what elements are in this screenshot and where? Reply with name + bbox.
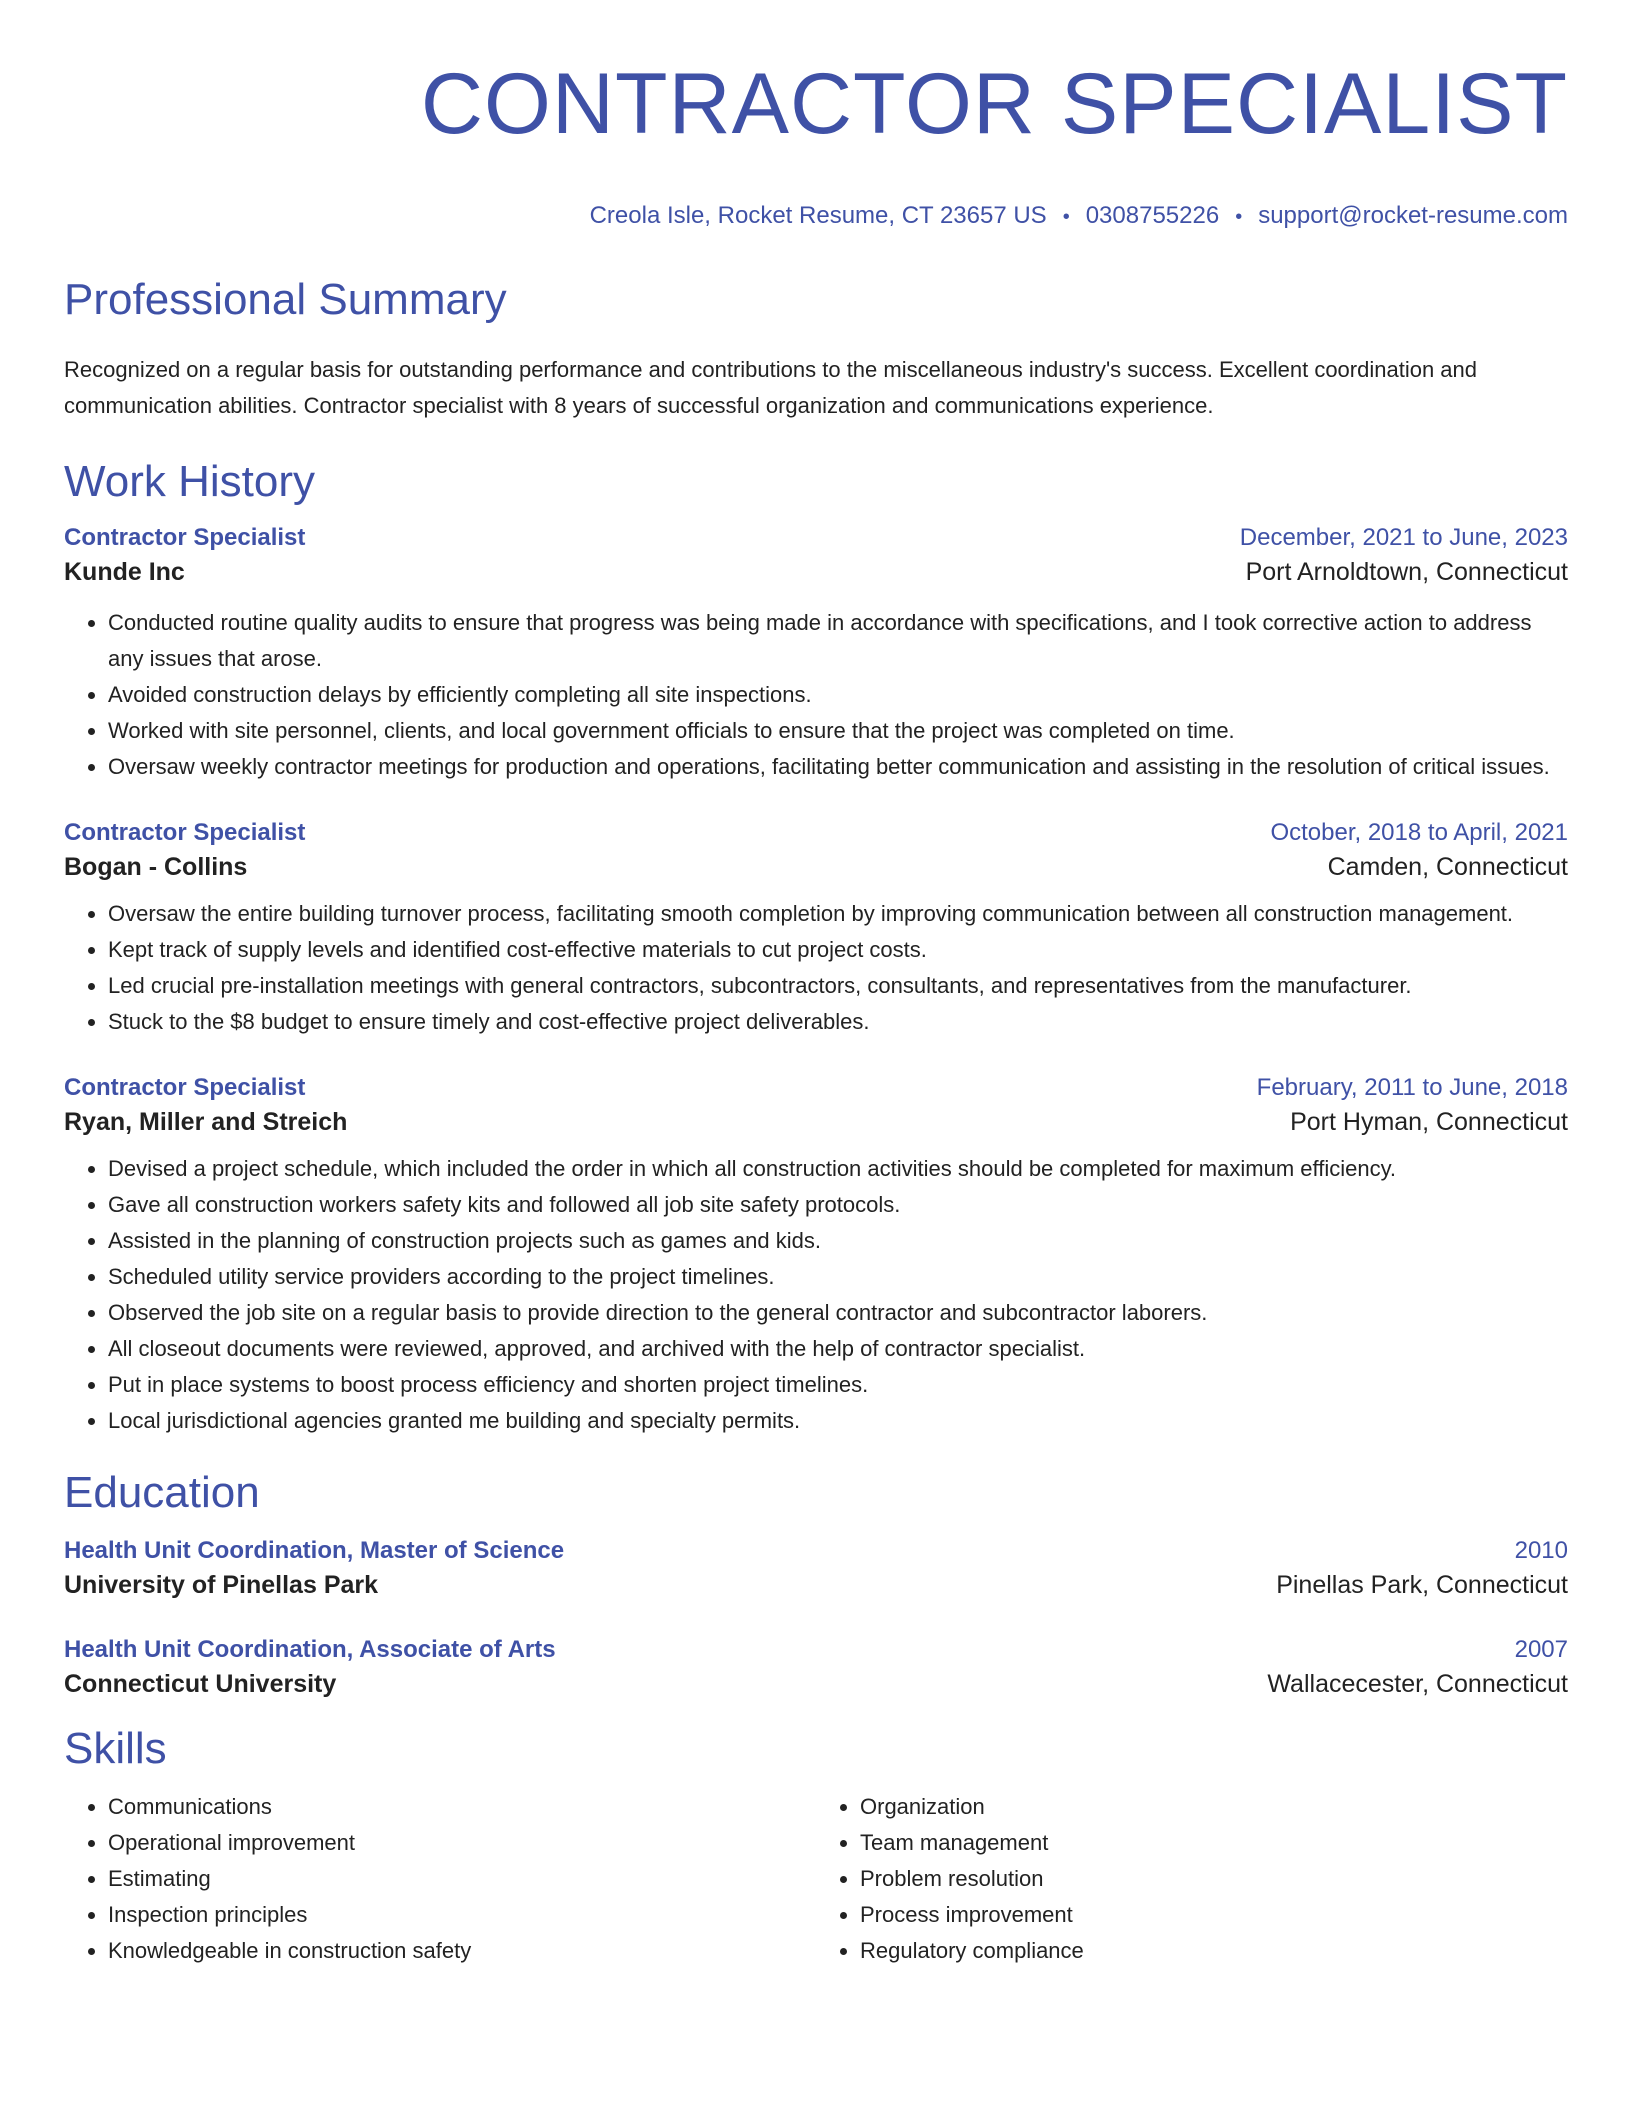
job-dates: December, 2021 to June, 2023 bbox=[1239, 524, 1568, 551]
skills-column-right bbox=[816, 1789, 1568, 1969]
job-header bbox=[64, 1074, 1568, 1102]
list-item: • Local jurisdictional agencies granted me building and specialty permits. bbox=[108, 1403, 1568, 1439]
job-title: Contractor Specialist bbox=[64, 819, 306, 846]
job-header bbox=[64, 524, 1568, 552]
education-header bbox=[64, 1636, 1568, 1664]
education-subheader bbox=[64, 1670, 1568, 1699]
list-item: • Devised a project schedule, which included the order in which all construction activities should be completed for maximum efficiency. bbox=[108, 1151, 1568, 1187]
degree-title: Health Unit Coordination, Associate of Arts bbox=[64, 1636, 556, 1663]
work-history-heading: Work History bbox=[64, 457, 315, 506]
skill-item: • Problem resolution bbox=[860, 1861, 1568, 1897]
skill-item: • Knowledgeable in construction safety bbox=[108, 1933, 816, 1969]
school-location: Pinellas Park, Connecticut bbox=[1276, 1571, 1568, 1599]
job-dates: October, 2018 to April, 2021 bbox=[1270, 819, 1568, 846]
job-header bbox=[64, 819, 1568, 847]
summary-text: Recognized on a regular basis for outstanding performance and contributions to the miscellaneous industry's success. Excellent coordination and communication abilities. Contractor specialist with 8 years of successful organization and communications experience. bbox=[64, 357, 1478, 418]
list-item: • Avoided construction delays by efficiently completing all site inspections. bbox=[108, 677, 1568, 713]
job-entry bbox=[64, 819, 1568, 1040]
resume-name: CONTRACTOR SPECIALIST bbox=[420, 56, 1568, 152]
education-subheader bbox=[64, 1571, 1568, 1600]
job-subheader bbox=[64, 853, 1568, 882]
education-entry bbox=[64, 1537, 1568, 1600]
job-location: Port Arnoldtown, Connecticut bbox=[1245, 558, 1568, 586]
skill-item: • Regulatory compliance bbox=[860, 1933, 1568, 1969]
list-item: • Put in place systems to boost process efficiency and shorten project timelines. bbox=[108, 1367, 1568, 1403]
degree-title: Health Unit Coordination, Master of Science bbox=[64, 1537, 565, 1564]
education-header bbox=[64, 1537, 1568, 1565]
education-heading: Education bbox=[64, 1468, 260, 1517]
skill-item: • Communications bbox=[108, 1789, 816, 1825]
school-name: University of Pinellas Park bbox=[64, 1571, 379, 1599]
skills-column-left bbox=[64, 1789, 816, 1969]
job-company: Ryan, Miller and Streich bbox=[64, 1108, 348, 1136]
skill-item: • Operational improvement bbox=[108, 1825, 816, 1861]
skill-item: • Estimating bbox=[108, 1861, 816, 1897]
degree-year: 2007 bbox=[1514, 1636, 1568, 1663]
contact-line bbox=[64, 200, 1568, 232]
list-item: • Led crucial pre-installation meetings with general contractors, subcontractors, consultants, and representatives from the manufacturer. bbox=[108, 968, 1568, 1004]
degree-year: 2010 bbox=[1514, 1537, 1568, 1564]
list-item: • Scheduled utility service providers according to the project timelines. bbox=[108, 1259, 1568, 1295]
job-bullets bbox=[64, 896, 1568, 1040]
contact-address: Creola Isle, Rocket Resume, CT 23657 US bbox=[589, 202, 1047, 229]
job-title: Contractor Specialist bbox=[64, 1074, 306, 1101]
list-item: • Gave all construction workers safety kits and followed all job site safety protocols. bbox=[108, 1187, 1568, 1223]
job-bullets bbox=[64, 605, 1568, 785]
contact-separator: • bbox=[1235, 206, 1243, 228]
job-subheader bbox=[64, 558, 1568, 587]
summary-heading: Professional Summary bbox=[64, 275, 507, 324]
skill-item: • Inspection principles bbox=[108, 1897, 816, 1933]
job-location: Camden, Connecticut bbox=[1327, 853, 1568, 881]
list-item: • Stuck to the $8 budget to ensure timely and cost-effective project deliverables. bbox=[108, 1004, 1568, 1040]
job-company: Kunde Inc bbox=[64, 558, 185, 586]
skill-item: • Team management bbox=[860, 1825, 1568, 1861]
list-item: • Conducted routine quality audits to ensure that progress was being made in accordance with specifications, and I took corrective action to address any issues that arose. bbox=[108, 605, 1568, 677]
skill-item: • Process improvement bbox=[860, 1897, 1568, 1933]
job-entry bbox=[64, 1074, 1568, 1439]
job-bullets bbox=[64, 1151, 1568, 1439]
skills-list bbox=[64, 1789, 1568, 1969]
job-entry bbox=[64, 524, 1568, 785]
list-item: • Assisted in the planning of construction projects such as games and kids. bbox=[108, 1223, 1568, 1259]
school-name: Connecticut University bbox=[64, 1670, 337, 1698]
list-item: • Worked with site personnel, clients, and local government officials to ensure that the project was completed on time. bbox=[108, 713, 1568, 749]
list-item: • Observed the job site on a regular basis to provide direction to the general contractor and subcontractor laborers. bbox=[108, 1295, 1568, 1331]
skill-item: • Organization bbox=[860, 1789, 1568, 1825]
list-item: • All closeout documents were reviewed, approved, and archived with the help of contractor specialist. bbox=[108, 1331, 1568, 1367]
education-entry bbox=[64, 1636, 1568, 1699]
job-dates: February, 2011 to June, 2018 bbox=[1256, 1074, 1568, 1101]
list-item: • Oversaw the entire building turnover process, facilitating smooth completion by improving communication between all construction management. bbox=[108, 896, 1568, 932]
contact-separator: • bbox=[1062, 206, 1070, 228]
school-location: Wallacecester, Connecticut bbox=[1267, 1670, 1568, 1698]
contact-phone: 0308755226 bbox=[1085, 202, 1220, 229]
list-item: • Kept track of supply levels and identified cost-effective materials to cut project costs. bbox=[108, 932, 1568, 968]
job-subheader bbox=[64, 1108, 1568, 1137]
contact-email[interactable]: support@rocket-resume.com bbox=[1258, 202, 1568, 229]
job-company: Bogan - Collins bbox=[64, 853, 248, 881]
list-item: • Oversaw weekly contractor meetings for production and operations, facilitating better communication and assisting in the resolution of critical issues. bbox=[108, 749, 1568, 785]
job-title: Contractor Specialist bbox=[64, 524, 306, 551]
skills-heading: Skills bbox=[64, 1724, 167, 1773]
job-location: Port Hyman, Connecticut bbox=[1290, 1108, 1568, 1136]
